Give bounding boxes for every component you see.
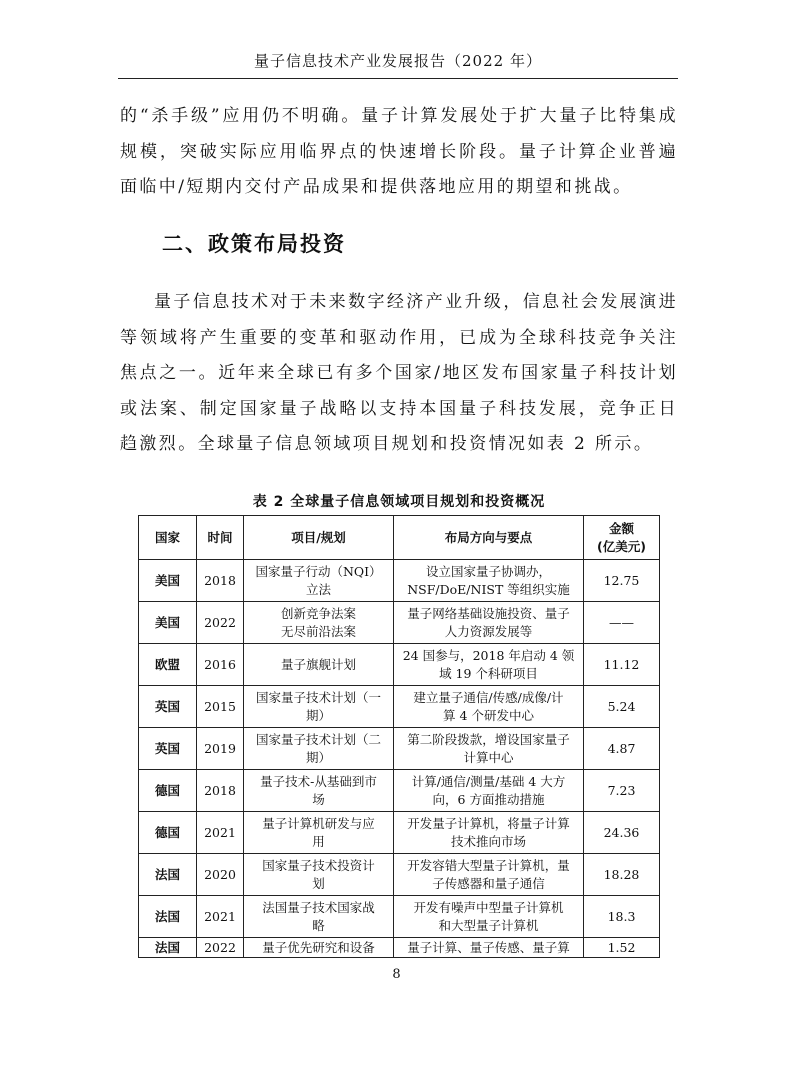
amount-header-line1: 金额 — [608, 520, 634, 536]
cell-amount: 11.12 — [584, 644, 660, 686]
table-row — [139, 644, 660, 686]
focus-text-line: 人力资源发展等 — [444, 623, 533, 639]
column-header-country: 国家 — [139, 516, 197, 560]
running-header: 量子信息技术产业发展报告（2022 年） — [254, 52, 542, 70]
table-row — [139, 728, 660, 770]
table-row — [139, 686, 660, 728]
cell-year: 2020 — [197, 854, 244, 896]
cell-amount: 12.75 — [584, 560, 660, 602]
focus-text-line: 算 4 个研发中心 — [443, 707, 534, 723]
cell-focus — [394, 770, 584, 812]
cell-country: 美国 — [139, 560, 197, 602]
focus-text-line: 开发有噪声中型量子计算机 — [413, 899, 564, 915]
cell-amount: —— — [584, 602, 660, 644]
cell-project — [244, 938, 394, 958]
header-divider — [118, 78, 678, 79]
cell-year: 2018 — [197, 560, 244, 602]
project-text-line: 期） — [305, 749, 331, 765]
project-text-line: 创新竞争法案 — [280, 605, 356, 621]
table-row — [139, 854, 660, 896]
cell-focus — [394, 560, 584, 602]
cell-project — [244, 854, 394, 896]
cell-focus — [394, 602, 584, 644]
cell-country: 英国 — [139, 686, 197, 728]
cell-focus — [394, 644, 584, 686]
focus-text-line: 计算中心 — [463, 749, 514, 765]
focus-text-line: 域 19 个科研项目 — [439, 665, 538, 681]
project-text-line: 场 — [312, 791, 325, 807]
focus-text-line: NSF/DoE/NIST 等组织实施 — [407, 581, 570, 597]
focus-text-line: 子传感器和量子通信 — [432, 875, 545, 891]
column-header-focus: 布局方向与要点 — [394, 516, 584, 560]
project-text-line: 量子旗舰计划 — [280, 656, 356, 672]
cell-amount: 18.28 — [584, 854, 660, 896]
cell-focus — [394, 728, 584, 770]
cell-country: 法国 — [139, 896, 197, 938]
section-heading: 二、政策布局投资 — [162, 232, 346, 256]
cell-country: 欧盟 — [139, 644, 197, 686]
project-text-line: 国家量子技术投资计 — [262, 857, 375, 873]
focus-text-line: 设立国家量子协调办， — [425, 563, 551, 579]
project-text-line: 法国量子技术国家战 — [262, 899, 375, 915]
project-text-line: 国家量子行动（NQI） — [255, 563, 382, 579]
cell-amount: 24.36 — [584, 812, 660, 854]
paragraph-intro: 的“杀手级”应用仍不明确。量子计算发展处于扩大量子比特集成规模，突破实际应用临界点的快速增长阶段。量子计算企业普遍面临中/短期内交付产品成果和提供落地应用的期望和挑战。 — [120, 106, 678, 197]
focus-text-line: 开发容错大型量子计算机，量 — [407, 857, 570, 873]
cell-focus — [394, 896, 584, 938]
project-text-line: 无尽前沿法案 — [280, 623, 356, 639]
table-body — [139, 560, 660, 958]
cell-year: 2022 — [197, 938, 244, 958]
cell-project — [244, 770, 394, 812]
cell-year: 2019 — [197, 728, 244, 770]
project-text-line: 期） — [305, 707, 331, 723]
project-text-line: 用 — [312, 833, 325, 849]
investment-table — [138, 515, 660, 958]
cell-amount: 18.3 — [584, 896, 660, 938]
cell-project — [244, 896, 394, 938]
cell-year: 2022 — [197, 602, 244, 644]
cell-project — [244, 602, 394, 644]
table-row — [139, 938, 660, 958]
cell-amount: 4.87 — [584, 728, 660, 770]
focus-text-line: 技术推向市场 — [450, 833, 526, 849]
project-text-line: 国家量子技术计划（二 — [255, 731, 381, 747]
cell-project — [244, 812, 394, 854]
cell-country: 美国 — [139, 602, 197, 644]
column-header-amount — [584, 516, 660, 560]
table-row — [139, 812, 660, 854]
table-row — [139, 560, 660, 602]
cell-focus — [394, 686, 584, 728]
focus-text-line: 第二阶段拨款，增设国家量子 — [407, 731, 570, 747]
project-text-line: 立法 — [305, 581, 331, 597]
cell-year: 2016 — [197, 644, 244, 686]
column-header-project: 项目/规划 — [244, 516, 394, 560]
cell-year: 2018 — [197, 770, 244, 812]
table-row — [139, 602, 660, 644]
column-header-year: 时间 — [197, 516, 244, 560]
page-number: 8 — [392, 967, 401, 982]
project-text-line: 划 — [312, 875, 325, 891]
focus-text-line: 向，6 方面推动措施 — [432, 791, 545, 807]
project-text-line: 量子计算机研发与应 — [262, 815, 375, 831]
cell-year: 2015 — [197, 686, 244, 728]
cell-year: 2021 — [197, 896, 244, 938]
paragraph-policy: 量子信息技术对于未来数字经济产业升级，信息社会发展演进等领域将产生重要的变革和驱动作用，已成为全球科技竞争关注焦点之一。近年来全球已有多个国家/地区发布国家量子科技计划或法案、制定国家量子战略以支持本国量子科技发展，竞争正日趋激烈。全球量子信息领域项目规划和投资情况如表 2 所示。 — [120, 292, 678, 454]
cell-project — [244, 644, 394, 686]
focus-text-line: 量子网络基础设施投资、量子 — [407, 605, 570, 621]
table-row — [139, 770, 660, 812]
cell-focus — [394, 812, 584, 854]
cell-amount: 1.52 — [584, 938, 660, 958]
table-caption: 表 2 全球量子信息领域项目规划和投资概况 — [252, 494, 546, 510]
table-header-row — [139, 516, 660, 560]
cell-country: 德国 — [139, 812, 197, 854]
project-text-line: 略 — [312, 917, 325, 933]
cell-country: 英国 — [139, 728, 197, 770]
focus-text-line: 建立量子通信/传感/成像/计 — [413, 689, 564, 705]
cell-country: 德国 — [139, 770, 197, 812]
focus-text-line: 24 国参与，2018 年启动 4 领 — [402, 647, 575, 663]
cell-country: 法国 — [139, 938, 197, 958]
project-text-line: 量子优先研究和设备 — [262, 940, 375, 955]
focus-text-line: 量子计算、量子传感、量子算 — [407, 940, 570, 955]
cell-country: 法国 — [139, 854, 197, 896]
cell-focus — [394, 854, 584, 896]
cell-project — [244, 728, 394, 770]
table-row — [139, 896, 660, 938]
cell-focus — [394, 938, 584, 958]
cell-amount: 5.24 — [584, 686, 660, 728]
amount-header-line2: (亿美元) — [597, 538, 646, 554]
cell-project — [244, 686, 394, 728]
focus-text-line: 开发量子计算机，将量子计算 — [407, 815, 570, 831]
focus-text-line: 计算/通信/测量/基础 4 大方 — [411, 773, 566, 789]
project-text-line: 量子技术-从基础到市 — [260, 773, 377, 789]
cell-project — [244, 560, 394, 602]
cell-year: 2021 — [197, 812, 244, 854]
focus-text-line: 和大型量子计算机 — [438, 917, 539, 933]
cell-amount: 7.23 — [584, 770, 660, 812]
project-text-line: 国家量子技术计划（一 — [255, 689, 381, 705]
